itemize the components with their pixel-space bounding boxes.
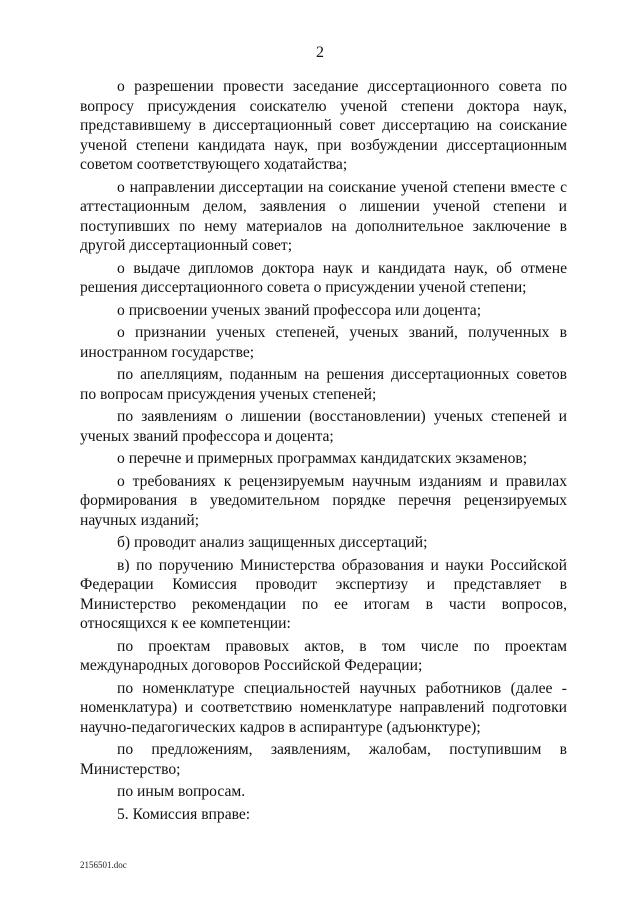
file-name-footer: 2156501.doc bbox=[80, 860, 127, 870]
paragraph-7: по заявлениям о лишении (восстановлении) ученых степеней и ученых званий профессора и доцента; bbox=[80, 408, 567, 445]
paragraph-8: о перечне и примерных программах кандидатских экзаменов; bbox=[117, 450, 528, 467]
paragraph-16: 5. Комиссия вправе: bbox=[117, 805, 251, 823]
paragraph-15: по иным вопросам. bbox=[117, 783, 246, 800]
paragraph-2: о направлении диссертации на соискание ученой степени вместе с аттестационным делом, заявления о лишении ученой степени и поступивших по нему материалов на дополнительное заключение в другой диссертационный совет; bbox=[80, 178, 567, 254]
document-body bbox=[80, 77, 567, 827]
paragraph-9: о требованиях к рецензируемым научным изданиям и правилах формирования в уведомительном порядке перечня рецензируемых научных изданий; bbox=[80, 472, 567, 529]
paragraph-3: о выдаче дипломов доктора наук и кандидата наук, об отмене решения диссертационного совета о присуждении ученой степени; bbox=[80, 259, 567, 296]
paragraph-14: по предложениям, заявлениям, жалобам, поступившим в Министерство; bbox=[80, 741, 567, 778]
paragraph-5: о признании ученых степеней, ученых званий, полученных в иностранном государстве; bbox=[80, 324, 567, 361]
paragraph-11: в) по поручению Министерства образования и науки Российской Федерации Комиссия проводит экспертизу и представляет в Министерство рекомендации по ее итогам в части вопросов, относящихся к ее компетенции: bbox=[80, 556, 567, 632]
paragraph-10: б) проводит анализ защищенных диссертаций; bbox=[117, 534, 428, 551]
page-number: 2 bbox=[316, 44, 324, 61]
paragraph-12: по проектам правовых актов, в том числе по проектам международных договоров Российской Федерации; bbox=[80, 637, 567, 674]
paragraph-13: по номенклатуре специальностей научных работников (далее - номенклатура) и соответствию номенклатуре направлений подготовки научно-педагогических кадров в аспирантуре (адъюнктуре); bbox=[80, 679, 567, 736]
paragraph-6: по апелляциям, поданным на решения диссертационных советов по вопросам присуждения ученых степеней; bbox=[80, 366, 567, 403]
paragraph-4: о присвоении ученых званий профессора или доцента; bbox=[117, 301, 482, 319]
paragraph-1: о разрешении провести заседание диссертационного совета по вопросу присуждения соискателю ученой степени доктора наук, представившему в диссертационный совет диссертацию на соискание ученой степени кандидата наук, при возбуждении диссертационным советом соответствующего ходатайства; bbox=[80, 78, 567, 173]
